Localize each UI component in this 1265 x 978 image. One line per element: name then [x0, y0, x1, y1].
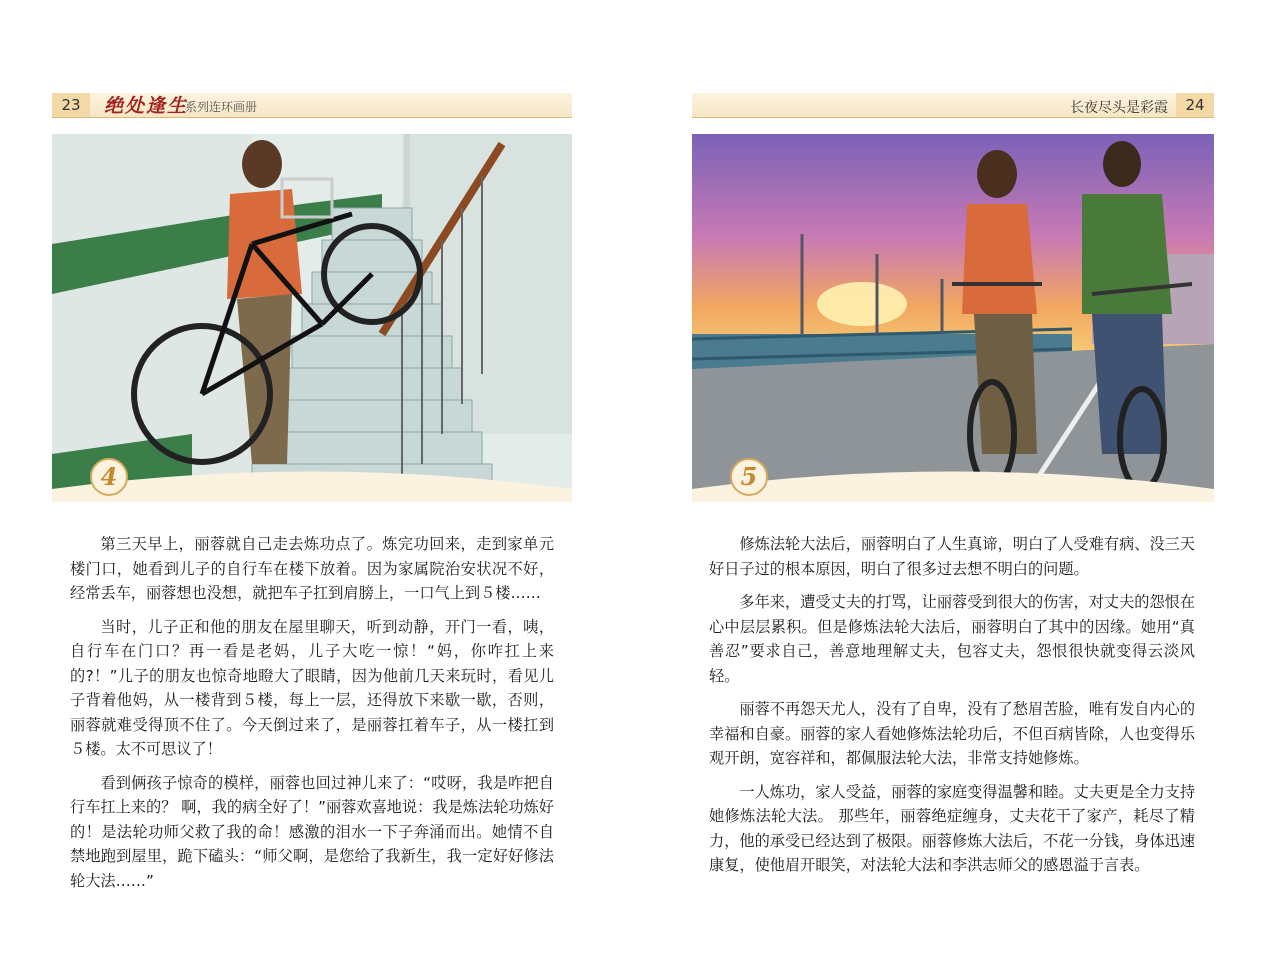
series-title: 绝处逢生 [104, 95, 189, 117]
paragraph: 多年来，遭受丈夫的打骂，让丽蓉受到很大的伤害，对丈夫的怨恨在心中层层累积。但是修炼法轮大法后，丽蓉明白了其中的因缘。她用“真善忍”要求自己，善意地理解丈夫，包容丈夫，怨恨很快就变得云淡风轻。 [709, 593, 1196, 685]
page-number: 23 [52, 93, 90, 117]
left-header-bar [52, 93, 572, 118]
paragraph: 一人炼功，家人受益，丽蓉的家庭变得温馨和睦。丈夫更是全力支持她修炼法轮大法。 那些年，丽蓉绝症缠身，丈夫花干了家产，耗尽了精力，他的承受已经达到了极限。丽蓉修炼大法后，不花一分钱，身体迅速康复，使他眉开眼笑，对法轮大法和李洪志师父的感恩溢于言表。 [709, 782, 1196, 874]
paragraph: 第三天早上，丽蓉就自己走去炼功点了。炼完功回来，走到家单元楼门口，她看到儿子的自行车在楼下放着。因为家属院治安状况不好，经常丢车，丽蓉想也没想，就把车子扛到肩膀上，一口气上到５楼…… [70, 535, 554, 602]
right-page [632, 0, 1265, 978]
paragraph: 当时，儿子正和他的朋友在屋里聊天，听到动静，开门一看，咦，自行车在门口？再一看是老妈，儿子大吃一惊！“妈，你咋扛上来的?！”儿子的朋友也惊奇地瞪大了眼睛，因为他前几天来玩时，看见儿子背着他妈，从一楼背到５楼，每上一层，还得放下来歇一歇，否则，丽蓉就难受得顶不住了。今天倒过来了，是丽蓉扛着车子，从一楼扛到５楼。太不可思议了！ [70, 617, 554, 758]
left-page [0, 0, 632, 978]
chapter-title: 长夜尽头是彩霞 [1070, 100, 1168, 116]
page-number: 24 [1176, 93, 1214, 117]
panel-number-badge: 4 [90, 458, 128, 496]
left-body-text [70, 532, 554, 902]
paragraph: 看到俩孩子惊奇的模样，丽蓉也回过神儿来了：“哎呀，我是咋把自行车扛上来的？ 啊，我的病全好了！”丽蓉欢喜地说：我是炼法轮功炼好的！是法轮功师父救了我的命！感激的泪水一下子奔涌而出。她情不自禁地跑到屋里，跪下磕头：“师父啊，是您给了我新生，我一定好好修法轮大法……” [70, 773, 554, 890]
paragraph: 丽蓉不再怨天尤人，没有了自卑，没有了愁眉苦脸，唯有发自内心的幸福和自豪。丽蓉的家人看她修炼法轮功后，不但百病皆除，人也变得乐观开朗，宽容祥和，都佩服法轮大法，非常支持她修炼。 [709, 700, 1196, 767]
illustration-couple-cycling [692, 134, 1214, 502]
right-body-text [709, 532, 1195, 887]
series-subtitle: 系列连环画册 [185, 100, 258, 114]
illustration-stairs-bicycle [52, 134, 572, 502]
right-header-bar [692, 93, 1214, 118]
paragraph: 修炼法轮大法后，丽蓉明白了人生真谛，明白了人受难有病、没三天好日子过的根本原因，明白了很多过去想不明白的问题。 [709, 535, 1196, 578]
panel-number-badge: 5 [730, 458, 768, 496]
